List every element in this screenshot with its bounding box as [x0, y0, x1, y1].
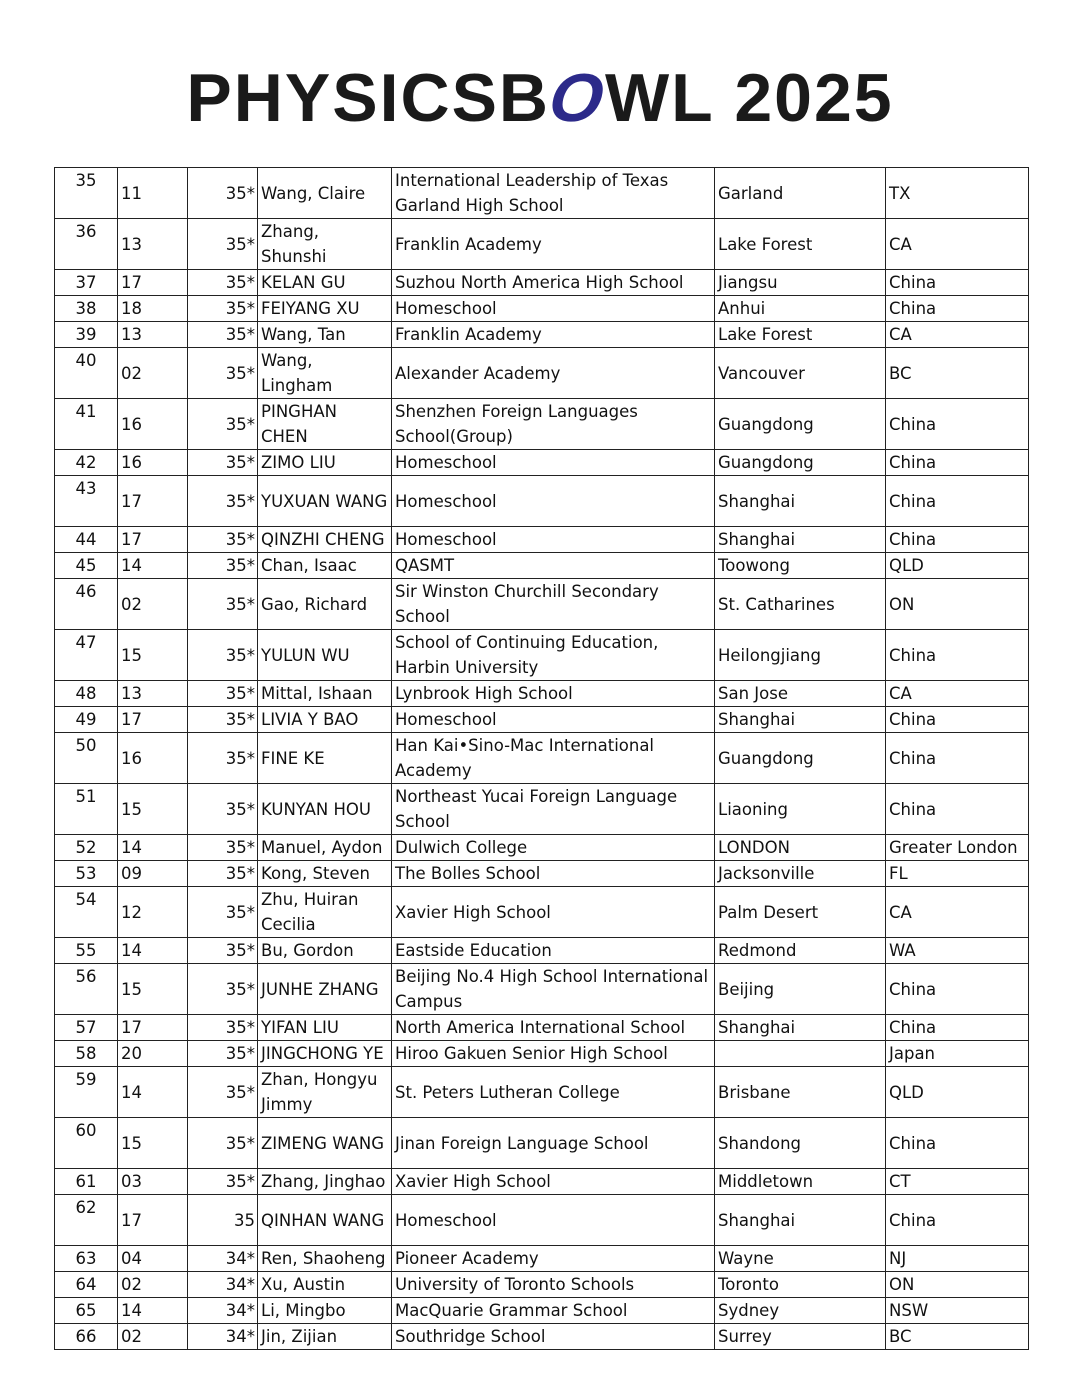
- region-cell: China: [886, 630, 1029, 681]
- city-cell: Lake Forest: [715, 219, 886, 270]
- rank-cell: 62: [55, 1195, 118, 1246]
- table-row: [55, 1246, 1029, 1272]
- region-cell: TX: [886, 168, 1029, 219]
- table-row: [55, 399, 1029, 450]
- score-cell: 35*: [188, 784, 258, 835]
- student-name-cell: JINGCHONG YE: [258, 1041, 392, 1067]
- table-row: [55, 835, 1029, 861]
- student-name-cell: Manuel, Aydon: [258, 835, 392, 861]
- region-cell: FL: [886, 861, 1029, 887]
- grade-cell: 16: [118, 399, 188, 450]
- grade-cell: 13: [118, 219, 188, 270]
- student-name-cell: Jin, Zijian: [258, 1324, 392, 1350]
- city-cell: Guangdong: [715, 733, 886, 784]
- rank-cell: 39: [55, 322, 118, 348]
- region-cell: Greater London: [886, 835, 1029, 861]
- table-row: [55, 1118, 1029, 1169]
- table-row: [55, 1041, 1029, 1067]
- grade-cell: 14: [118, 1298, 188, 1324]
- student-name-cell: Xu, Austin: [258, 1272, 392, 1298]
- table-row: [55, 296, 1029, 322]
- score-cell: 35*: [188, 861, 258, 887]
- score-cell: 35*: [188, 1041, 258, 1067]
- rank-cell: 61: [55, 1169, 118, 1195]
- city-cell: Jiangsu: [715, 270, 886, 296]
- school-cell: Shenzhen Foreign Languages School(Group): [392, 399, 715, 450]
- region-cell: CA: [886, 681, 1029, 707]
- student-name-cell: QINZHI CHENG: [258, 527, 392, 553]
- region-cell: China: [886, 1195, 1029, 1246]
- school-cell: Homeschool: [392, 450, 715, 476]
- region-cell: CA: [886, 322, 1029, 348]
- rank-cell: 35: [55, 168, 118, 219]
- rank-cell: 64: [55, 1272, 118, 1298]
- school-cell: North America International School: [392, 1015, 715, 1041]
- rank-cell: 51: [55, 784, 118, 835]
- city-cell: Shanghai: [715, 707, 886, 733]
- rank-cell: 45: [55, 553, 118, 579]
- rank-cell: 65: [55, 1298, 118, 1324]
- city-cell: Shanghai: [715, 476, 886, 527]
- rank-cell: 55: [55, 938, 118, 964]
- region-cell: China: [886, 450, 1029, 476]
- region-cell: CA: [886, 887, 1029, 938]
- school-cell: MacQuarie Grammar School: [392, 1298, 715, 1324]
- region-cell: BC: [886, 1324, 1029, 1350]
- grade-cell: 17: [118, 1015, 188, 1041]
- table-row: [55, 1169, 1029, 1195]
- grade-cell: 17: [118, 707, 188, 733]
- school-cell: Homeschool: [392, 1195, 715, 1246]
- student-name-cell: Ren, Shaoheng: [258, 1246, 392, 1272]
- school-cell: Xavier High School: [392, 1169, 715, 1195]
- rank-cell: 48: [55, 681, 118, 707]
- table-row: [55, 527, 1029, 553]
- grade-cell: 04: [118, 1246, 188, 1272]
- score-cell: 35*: [188, 835, 258, 861]
- score-cell: 35*: [188, 399, 258, 450]
- rank-cell: 49: [55, 707, 118, 733]
- grade-cell: 14: [118, 553, 188, 579]
- student-name-cell: Bu, Gordon: [258, 938, 392, 964]
- school-cell: Beijing No.4 High School International Campus: [392, 964, 715, 1015]
- score-cell: 35*: [188, 553, 258, 579]
- region-cell: QLD: [886, 553, 1029, 579]
- city-cell: Toronto: [715, 1272, 886, 1298]
- school-cell: The Bolles School: [392, 861, 715, 887]
- school-cell: QASMT: [392, 553, 715, 579]
- city-cell: Guangdong: [715, 450, 886, 476]
- student-name-cell: YIFAN LIU: [258, 1015, 392, 1041]
- school-cell: University of Toronto Schools: [392, 1272, 715, 1298]
- region-cell: China: [886, 527, 1029, 553]
- table-row: [55, 1015, 1029, 1041]
- student-name-cell: KELAN GU: [258, 270, 392, 296]
- page-title: [0, 58, 1080, 138]
- table-row: [55, 219, 1029, 270]
- region-cell: QLD: [886, 1067, 1029, 1118]
- rank-cell: 40: [55, 348, 118, 399]
- city-cell: Anhui: [715, 296, 886, 322]
- table-row: [55, 348, 1029, 399]
- school-cell: Sir Winston Churchill Secondary School: [392, 579, 715, 630]
- grade-cell: 11: [118, 168, 188, 219]
- table-row: [55, 938, 1029, 964]
- grade-cell: 15: [118, 630, 188, 681]
- student-name-cell: ZIMENG WANG: [258, 1118, 392, 1169]
- city-cell: Jacksonville: [715, 861, 886, 887]
- school-cell: Suzhou North America High School: [392, 270, 715, 296]
- score-cell: 35*: [188, 630, 258, 681]
- table-row: [55, 322, 1029, 348]
- region-cell: CA: [886, 219, 1029, 270]
- table-row: [55, 553, 1029, 579]
- grade-cell: 02: [118, 1324, 188, 1350]
- grade-cell: 13: [118, 322, 188, 348]
- score-cell: 35*: [188, 707, 258, 733]
- region-cell: ON: [886, 1272, 1029, 1298]
- table-row: [55, 681, 1029, 707]
- grade-cell: 17: [118, 476, 188, 527]
- score-cell: 35*: [188, 270, 258, 296]
- school-cell: Alexander Academy: [392, 348, 715, 399]
- score-cell: 34*: [188, 1324, 258, 1350]
- student-name-cell: Zhang, Shunshi: [258, 219, 392, 270]
- school-cell: Han Kai•Sino-Mac International Academy: [392, 733, 715, 784]
- grade-cell: 16: [118, 733, 188, 784]
- rank-cell: 50: [55, 733, 118, 784]
- city-cell: Guangdong: [715, 399, 886, 450]
- grade-cell: 17: [118, 1195, 188, 1246]
- grade-cell: 14: [118, 1067, 188, 1118]
- school-cell: Eastside Education: [392, 938, 715, 964]
- table-row: [55, 270, 1029, 296]
- rank-cell: 42: [55, 450, 118, 476]
- table-row: [55, 733, 1029, 784]
- school-cell: Lynbrook High School: [392, 681, 715, 707]
- region-cell: NJ: [886, 1246, 1029, 1272]
- school-cell: Homeschool: [392, 296, 715, 322]
- region-cell: Japan: [886, 1041, 1029, 1067]
- student-name-cell: ZIMO LIU: [258, 450, 392, 476]
- region-cell: China: [886, 1118, 1029, 1169]
- city-cell: Lake Forest: [715, 322, 886, 348]
- rank-cell: 58: [55, 1041, 118, 1067]
- grade-cell: 18: [118, 296, 188, 322]
- table-row: [55, 784, 1029, 835]
- rank-cell: 60: [55, 1118, 118, 1169]
- student-name-cell: Wang, Claire: [258, 168, 392, 219]
- grade-cell: 14: [118, 938, 188, 964]
- student-name-cell: FINE KE: [258, 733, 392, 784]
- grade-cell: 15: [118, 784, 188, 835]
- city-cell: Toowong: [715, 553, 886, 579]
- region-cell: China: [886, 399, 1029, 450]
- rank-cell: 38: [55, 296, 118, 322]
- student-name-cell: Gao, Richard: [258, 579, 392, 630]
- rank-cell: 37: [55, 270, 118, 296]
- table-row: [55, 630, 1029, 681]
- results-table: [54, 167, 1029, 1350]
- table-row: [55, 1324, 1029, 1350]
- rank-cell: 52: [55, 835, 118, 861]
- region-cell: CT: [886, 1169, 1029, 1195]
- region-cell: China: [886, 270, 1029, 296]
- grade-cell: 02: [118, 348, 188, 399]
- score-cell: 35*: [188, 1169, 258, 1195]
- table-row: [55, 861, 1029, 887]
- student-name-cell: Li, Mingbo: [258, 1298, 392, 1324]
- student-name-cell: KUNYAN HOU: [258, 784, 392, 835]
- city-cell: Garland: [715, 168, 886, 219]
- title-prefix: PHYSICSB: [186, 60, 551, 136]
- table-row: [55, 1272, 1029, 1298]
- score-cell: 35*: [188, 938, 258, 964]
- score-cell: 34*: [188, 1272, 258, 1298]
- school-cell: Hiroo Gakuen Senior High School: [392, 1041, 715, 1067]
- score-cell: 35*: [188, 219, 258, 270]
- student-name-cell: Zhan, Hongyu Jimmy: [258, 1067, 392, 1118]
- student-name-cell: YULUN WU: [258, 630, 392, 681]
- rank-cell: 63: [55, 1246, 118, 1272]
- score-cell: 35*: [188, 1118, 258, 1169]
- grade-cell: 17: [118, 270, 188, 296]
- grade-cell: 12: [118, 887, 188, 938]
- score-cell: 35*: [188, 476, 258, 527]
- score-cell: 35*: [188, 733, 258, 784]
- grade-cell: 14: [118, 835, 188, 861]
- rank-cell: 44: [55, 527, 118, 553]
- score-cell: 35*: [188, 579, 258, 630]
- region-cell: BC: [886, 348, 1029, 399]
- score-cell: 35: [188, 1195, 258, 1246]
- region-cell: China: [886, 476, 1029, 527]
- rank-cell: 56: [55, 964, 118, 1015]
- grade-cell: 16: [118, 450, 188, 476]
- student-name-cell: Mittal, Ishaan: [258, 681, 392, 707]
- city-cell: Shanghai: [715, 527, 886, 553]
- school-cell: Homeschool: [392, 476, 715, 527]
- city-cell: LONDON: [715, 835, 886, 861]
- student-name-cell: Wang, Tan: [258, 322, 392, 348]
- rank-cell: 59: [55, 1067, 118, 1118]
- rank-cell: 47: [55, 630, 118, 681]
- score-cell: 35*: [188, 296, 258, 322]
- student-name-cell: PINGHAN CHEN: [258, 399, 392, 450]
- table-row: [55, 887, 1029, 938]
- table-row: [55, 476, 1029, 527]
- region-cell: China: [886, 964, 1029, 1015]
- score-cell: 35*: [188, 322, 258, 348]
- school-cell: Jinan Foreign Language School: [392, 1118, 715, 1169]
- city-cell: Redmond: [715, 938, 886, 964]
- grade-cell: 15: [118, 1118, 188, 1169]
- score-cell: 35*: [188, 348, 258, 399]
- student-name-cell: Zhang, Jinghao: [258, 1169, 392, 1195]
- rank-cell: 41: [55, 399, 118, 450]
- student-name-cell: QINHAN WANG: [258, 1195, 392, 1246]
- city-cell: Heilongjiang: [715, 630, 886, 681]
- score-cell: 35*: [188, 887, 258, 938]
- rank-cell: 66: [55, 1324, 118, 1350]
- region-cell: China: [886, 707, 1029, 733]
- city-cell: Brisbane: [715, 1067, 886, 1118]
- student-name-cell: Chan, Isaac: [258, 553, 392, 579]
- grade-cell: 03: [118, 1169, 188, 1195]
- rank-cell: 43: [55, 476, 118, 527]
- student-name-cell: Zhu, Huiran Cecilia: [258, 887, 392, 938]
- region-cell: WA: [886, 938, 1029, 964]
- school-cell: St. Peters Lutheran College: [392, 1067, 715, 1118]
- rank-cell: 53: [55, 861, 118, 887]
- school-cell: Dulwich College: [392, 835, 715, 861]
- table-row: [55, 707, 1029, 733]
- school-cell: International Leadership of Texas Garland High School: [392, 168, 715, 219]
- rank-cell: 54: [55, 887, 118, 938]
- student-name-cell: JUNHE ZHANG: [258, 964, 392, 1015]
- city-cell: Shanghai: [715, 1015, 886, 1041]
- region-cell: China: [886, 733, 1029, 784]
- school-cell: Southridge School: [392, 1324, 715, 1350]
- score-cell: 35*: [188, 527, 258, 553]
- table-row: [55, 168, 1029, 219]
- score-cell: 35*: [188, 964, 258, 1015]
- city-cell: St. Catharines: [715, 579, 886, 630]
- city-cell: Shanghai: [715, 1195, 886, 1246]
- student-name-cell: FEIYANG XU: [258, 296, 392, 322]
- student-name-cell: Kong, Steven: [258, 861, 392, 887]
- city-cell: Middletown: [715, 1169, 886, 1195]
- score-cell: 34*: [188, 1246, 258, 1272]
- results-table-body: [55, 168, 1029, 1350]
- score-cell: 35*: [188, 1015, 258, 1041]
- rank-cell: 57: [55, 1015, 118, 1041]
- school-cell: Northeast Yucai Foreign Language School: [392, 784, 715, 835]
- school-cell: Franklin Academy: [392, 219, 715, 270]
- city-cell: Palm Desert: [715, 887, 886, 938]
- title-suffix: WL 2025: [604, 60, 894, 136]
- score-cell: 34*: [188, 1298, 258, 1324]
- school-cell: Xavier High School: [392, 887, 715, 938]
- city-cell: Vancouver: [715, 348, 886, 399]
- region-cell: NSW: [886, 1298, 1029, 1324]
- grade-cell: 02: [118, 579, 188, 630]
- grade-cell: 13: [118, 681, 188, 707]
- city-cell: [715, 1041, 886, 1067]
- city-cell: Beijing: [715, 964, 886, 1015]
- grade-cell: 17: [118, 527, 188, 553]
- school-cell: Homeschool: [392, 707, 715, 733]
- score-cell: 35*: [188, 168, 258, 219]
- region-cell: China: [886, 296, 1029, 322]
- table-row: [55, 1067, 1029, 1118]
- table-row: [55, 1195, 1029, 1246]
- school-cell: Franklin Academy: [392, 322, 715, 348]
- student-name-cell: YUXUAN WANG: [258, 476, 392, 527]
- city-cell: Surrey: [715, 1324, 886, 1350]
- school-cell: School of Continuing Education, Harbin University: [392, 630, 715, 681]
- rank-cell: 36: [55, 219, 118, 270]
- table-row: [55, 579, 1029, 630]
- city-cell: San Jose: [715, 681, 886, 707]
- score-cell: 35*: [188, 681, 258, 707]
- city-cell: Shandong: [715, 1118, 886, 1169]
- score-cell: 35*: [188, 450, 258, 476]
- region-cell: China: [886, 784, 1029, 835]
- grade-cell: 15: [118, 964, 188, 1015]
- student-name-cell: LIVIA Y BAO: [258, 707, 392, 733]
- title-o-letter: O: [544, 60, 611, 136]
- table-row: [55, 1298, 1029, 1324]
- table-row: [55, 450, 1029, 476]
- city-cell: Liaoning: [715, 784, 886, 835]
- city-cell: Wayne: [715, 1246, 886, 1272]
- region-cell: ON: [886, 579, 1029, 630]
- school-cell: Homeschool: [392, 527, 715, 553]
- school-cell: Pioneer Academy: [392, 1246, 715, 1272]
- student-name-cell: Wang, Lingham: [258, 348, 392, 399]
- region-cell: China: [886, 1015, 1029, 1041]
- grade-cell: 02: [118, 1272, 188, 1298]
- score-cell: 35*: [188, 1067, 258, 1118]
- rank-cell: 46: [55, 579, 118, 630]
- table-row: [55, 964, 1029, 1015]
- grade-cell: 20: [118, 1041, 188, 1067]
- grade-cell: 09: [118, 861, 188, 887]
- city-cell: Sydney: [715, 1298, 886, 1324]
